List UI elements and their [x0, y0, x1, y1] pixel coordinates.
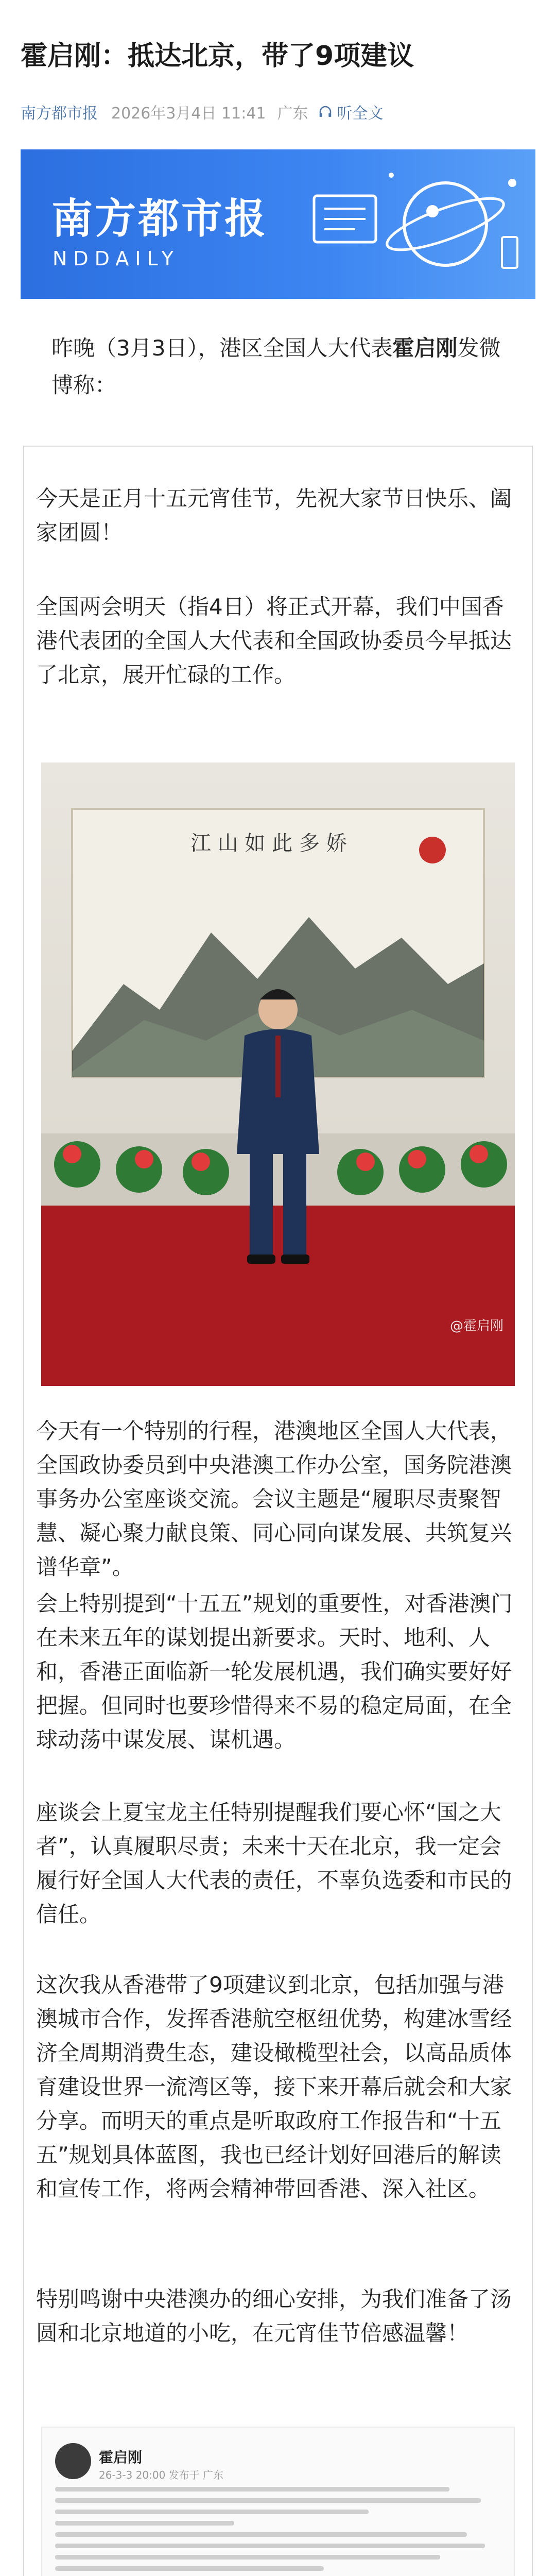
- svg-text:江 山 如 此 多 娇: 江 山 如 此 多 娇: [190, 832, 347, 855]
- publish-date: 2026年3月4日 11:41: [111, 105, 266, 123]
- quote-paragraph-4: 会上特别提到“十五五”规划的重要性，对香港澳门在未来五年的谋划提出新要求。天时、地利、人和，香港正面临新一轮发展机遇，我们确实要好好把握。但同时也要珍惜得来不易的稳定局面，在全球动荡中谋发展、谋机遇。: [36, 1591, 513, 1752]
- brand-name-en: NDDAILY: [53, 247, 180, 270]
- source-link[interactable]: 南方都市报: [21, 105, 98, 123]
- meeting-photo: [41, 762, 515, 1386]
- headphones-icon: [318, 104, 333, 120]
- brand-name-cn: 南方都市报: [51, 195, 268, 243]
- intro-before: 昨晚（3月3日），港区全国人大代表: [51, 335, 393, 361]
- listen-label: 听全文: [337, 105, 384, 123]
- banner-illustration-icon: [309, 160, 525, 289]
- weibo-username: 霍启刚: [99, 2449, 143, 2466]
- weibo-text-blur: [55, 2487, 503, 2576]
- intro-name: 霍启刚: [392, 335, 458, 361]
- quote-paragraph-7: 特别鸣谢中央港澳办的细心安排，为我们准备了汤圆和北京地道的小吃，在元宵佳节倍感温馨！: [36, 2286, 512, 2346]
- weibo-timestamp: 26-3-3 20:00 发布于 广东: [99, 2469, 224, 2481]
- quote-paragraph-6: 这次我从香港带了9项建议到北京，包括加强与港澳城市合作，发挥香港航空枢纽优势，构建冰雪经济全周期消费生态，建设橄榄型社会，以高品质体育建设世界一流湾区等，接下来开幕后就会和大家分享。而明天的重点是听取政府工作报告和“十五五”规划具体蓝图，我也已经计划好回港后的解读和宣传工作，将两会精神带回香港、深入社区。: [36, 1972, 512, 2201]
- article-meta: [21, 99, 535, 125]
- quote-paragraph-2: 全国两会明天（指4日）将正式开幕，我们中国香港代表团的全国人大代表和全国政协委员今早抵达了北京，展开忙碌的工作。: [36, 594, 512, 687]
- quote-paragraph-3: 今天有一个特别的行程，港澳地区全国人大代表，全国政协委员到中央港澳工作办公室，国务院港澳事务办公室座谈交流。会议主题是“履职尽责聚智慧、凝心聚力献良策、同心同向谋发展、共筑复兴谱华章”。: [36, 1418, 512, 1580]
- publish-region: 广东: [277, 105, 308, 123]
- weibo-screenshot: [41, 2427, 515, 2576]
- photo-watermark: @霍启刚: [449, 1318, 503, 1334]
- avatar: [55, 2443, 91, 2479]
- quote-paragraph-5: 座谈会上夏宝龙主任特别提醒我们要心怀“国之大者”，认真履职尽责；未来十天在北京，我一定会履行好全国人大代表的责任，不辜负选委和市民的信任。: [36, 1800, 512, 1927]
- brand-banner: [21, 149, 535, 299]
- intro-after: 发微博称：: [51, 335, 501, 398]
- intro-paragraph: [51, 330, 505, 404]
- listen-button[interactable]: [318, 100, 384, 123]
- quote-paragraph-1: 今天是正月十五元宵佳节，先祝大家节日快乐、阖家团圆！: [36, 486, 512, 545]
- article-title: 霍启刚：抵达北京，带了9项建议: [21, 41, 414, 72]
- person-figure: [41, 762, 515, 1386]
